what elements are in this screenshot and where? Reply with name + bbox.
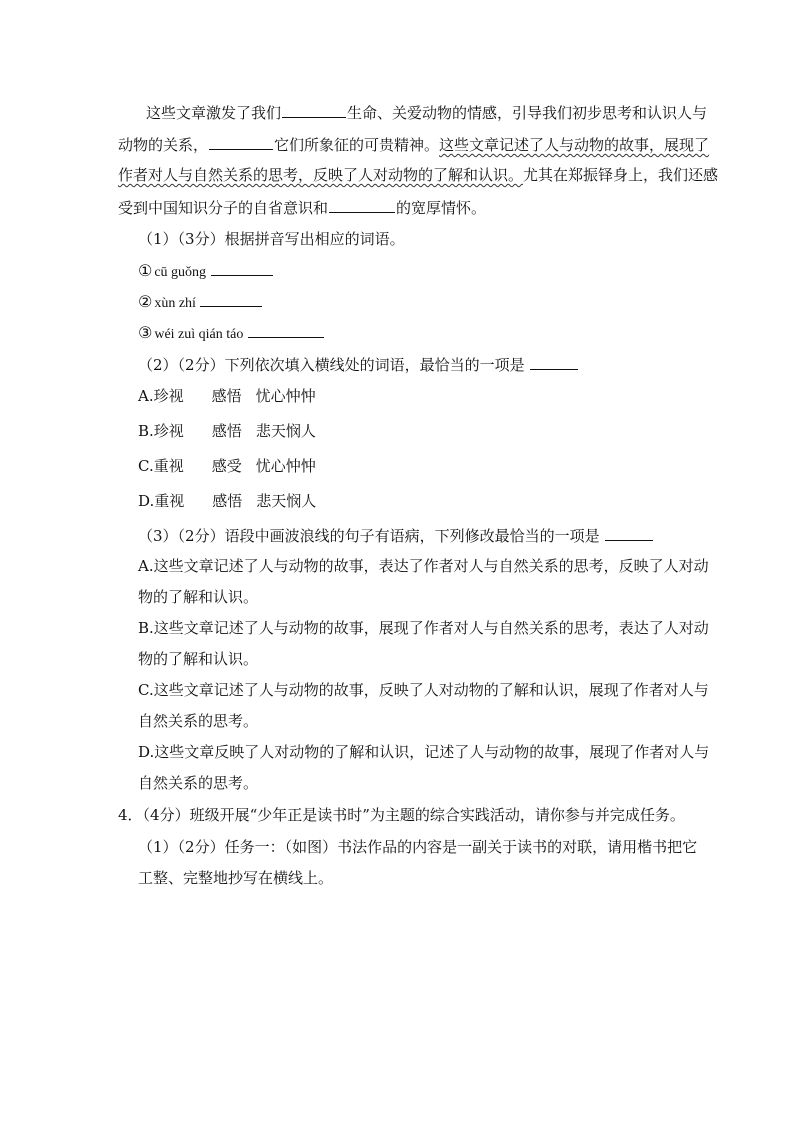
passage-line-2 bbox=[118, 134, 709, 155]
passage-text: 这些文章激发了我们 bbox=[146, 104, 282, 122]
option-word: 忧心忡忡 bbox=[255, 387, 316, 405]
passage-text: 的宽厚情怀。 bbox=[396, 199, 487, 217]
option-word: 感悟 bbox=[211, 387, 242, 405]
q2-option-b[interactable] bbox=[138, 421, 316, 441]
option-word: 感悟 bbox=[211, 422, 242, 440]
q1-item-3 bbox=[138, 322, 325, 345]
q2-label bbox=[138, 354, 579, 375]
option-word: 悲天悯人 bbox=[256, 492, 317, 510]
option-word: 珍视 bbox=[153, 422, 184, 440]
answer-blank[interactable] bbox=[329, 197, 395, 213]
option-letter: A. bbox=[138, 387, 154, 405]
option-letter: D. bbox=[138, 492, 155, 510]
answer-blank[interactable] bbox=[211, 260, 273, 276]
answer-blank[interactable] bbox=[200, 291, 262, 307]
passage-text: 受到中国知识分子的自省意识和 bbox=[118, 199, 329, 217]
q2-option-c[interactable] bbox=[138, 456, 316, 476]
q3-option-d-cont: 自然关系的思考。 bbox=[138, 774, 259, 792]
question-text: （3）（2分）语段中画波浪线的句子有语病，下列修改最恰当的一项是 bbox=[138, 527, 605, 545]
answer-blank[interactable] bbox=[209, 134, 273, 150]
passage-text: 尤其在郑振铎身上，我们还感 bbox=[523, 166, 719, 184]
q3-option-a-cont: 物的了解和认识。 bbox=[138, 588, 259, 606]
item-number: ② bbox=[138, 292, 153, 311]
passage-text: 动物的关系， bbox=[118, 136, 209, 154]
passage-line-4 bbox=[118, 197, 486, 218]
option-word: 重视 bbox=[154, 492, 185, 510]
option-word: 悲天悯人 bbox=[255, 422, 316, 440]
q2-option-d[interactable] bbox=[138, 491, 316, 511]
wavy-sentence: 这些文章记述了人与动物的故事，展现了 bbox=[439, 136, 710, 154]
passage-line-3 bbox=[118, 165, 718, 185]
q4-sub1-line-1: （1）（2分）任务一：（如图）书法作品的内容是一副关于读书的对联，请用楷书把它 bbox=[138, 838, 698, 856]
q4-sub1-line-2: 工整、完整地抄写在横线上。 bbox=[138, 869, 334, 887]
passage-line-1 bbox=[146, 102, 707, 123]
q3-option-b-cont: 物的了解和认识。 bbox=[138, 650, 259, 668]
question-text: （2）（2分）下列依次填入横线处的词语，最恰当的一项是 bbox=[138, 356, 530, 374]
answer-blank[interactable] bbox=[282, 102, 346, 118]
option-word: 感悟 bbox=[212, 492, 243, 510]
item-number: ③ bbox=[138, 323, 153, 342]
q3-option-a[interactable]: A.这些文章记述了人与动物的故事，表达了作者对人与自然关系的思考，反映了人对动 bbox=[138, 557, 709, 575]
q2-option-a[interactable] bbox=[138, 386, 316, 406]
q1-item-1 bbox=[138, 260, 274, 283]
q4-label: 4．（4分）班级开展“少年正是读书时”为主题的综合实践活动，请你参与并完成任务。 bbox=[118, 806, 685, 824]
q1-item-2 bbox=[138, 291, 263, 314]
q3-label bbox=[138, 525, 654, 546]
option-word: 忧心忡忡 bbox=[255, 457, 316, 475]
pinyin-text: wéi zuì qián táo bbox=[154, 327, 247, 342]
option-word: 珍视 bbox=[153, 387, 184, 405]
option-word: 感受 bbox=[211, 457, 242, 475]
q1-label: （1）（3分）根据拼音写出相应的词语。 bbox=[138, 230, 405, 248]
wavy-sentence: 作者对人与自然关系的思考，反映了人对动物的了解和认识。 bbox=[118, 166, 524, 184]
q3-option-b[interactable]: B.这些文章记述了人与动物的故事，展现了作者对人与自然关系的思考，表达了人对动 bbox=[138, 619, 709, 637]
passage-text: 生命、关爱动物的情感，引导我们初步思考和认识人与 bbox=[347, 104, 708, 122]
item-number: ① bbox=[138, 261, 153, 280]
q3-option-d[interactable]: D.这些文章反映了人对动物的了解和认识，记述了人与动物的故事，展现了作者对人与 bbox=[138, 743, 710, 761]
pinyin-text: cū guǒng bbox=[154, 265, 210, 280]
q3-option-c[interactable]: C.这些文章记述了人与动物的故事，反映了人对动物的了解和认识，展现了作者对人与 bbox=[138, 681, 709, 699]
option-word: 重视 bbox=[153, 457, 184, 475]
answer-blank[interactable] bbox=[530, 354, 578, 370]
passage-text: 它们所象征的可贵精神。 bbox=[274, 136, 440, 154]
answer-blank[interactable] bbox=[248, 322, 324, 338]
pinyin-text: xùn zhí bbox=[154, 296, 200, 311]
answer-blank[interactable] bbox=[605, 525, 653, 541]
option-letter: C. bbox=[138, 457, 154, 475]
option-letter: B. bbox=[138, 422, 154, 440]
q3-option-c-cont: 自然关系的思考。 bbox=[138, 712, 259, 730]
